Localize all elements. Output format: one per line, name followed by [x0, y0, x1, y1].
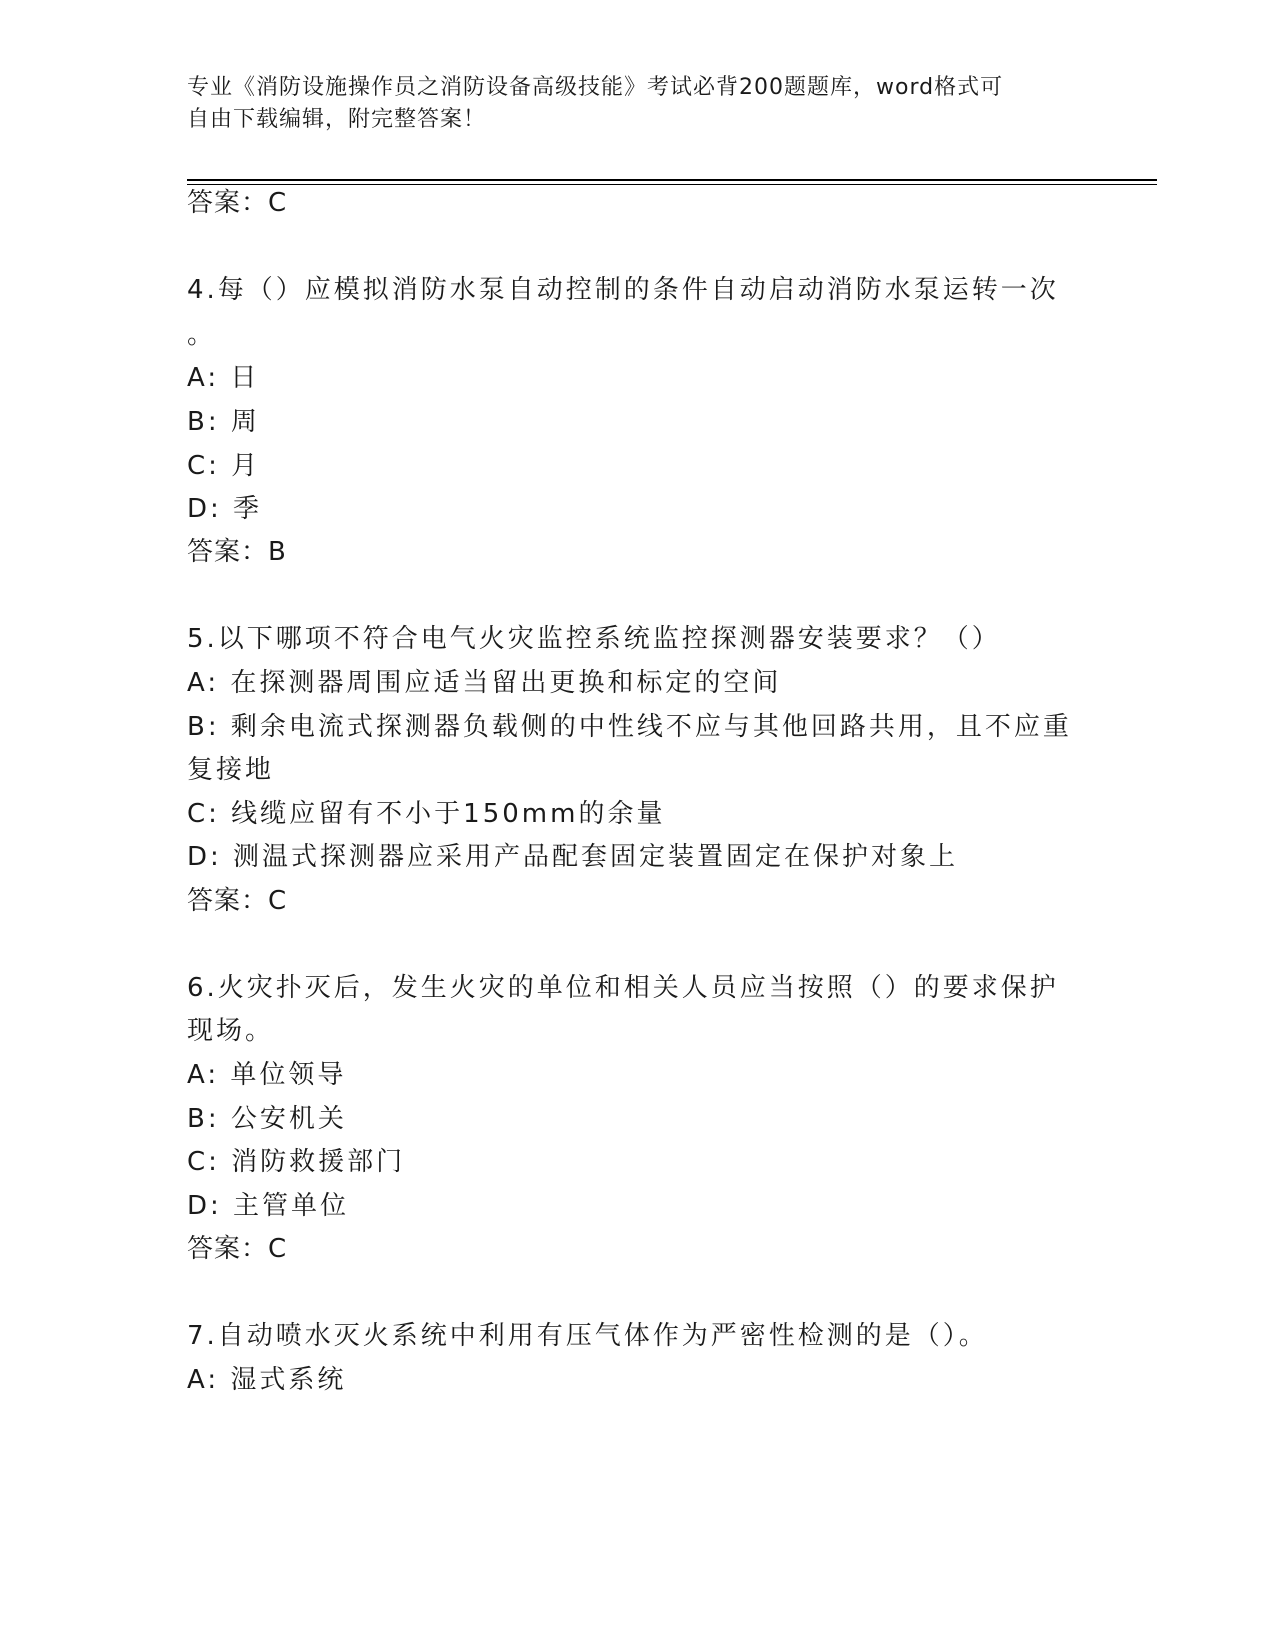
question-7-stem: 7.自动喷水灭火系统中利用有压气体作为严密性检测的是（）。 — [187, 1321, 988, 1351]
question-4-stem-line-1: 4.每（）应模拟消防水泵自动控制的条件自动启动消防水泵运转一次 — [187, 275, 1059, 305]
question-6-option-b: B: 公安机关 — [187, 1104, 347, 1134]
question-6-stem-line-2: 现场。 — [187, 1016, 275, 1046]
question-5-option-c: C: 线缆应留有不小于150mm的余量 — [187, 799, 666, 829]
header-line-2: 自由下载编辑，附完整答案！ — [187, 107, 487, 132]
question-5-answer: 答案：C — [187, 886, 288, 916]
header-rule-thick — [187, 179, 1157, 181]
question-6-option-a: A: 单位领导 — [187, 1060, 347, 1090]
question-4-answer: 答案：B — [187, 537, 287, 567]
question-6-stem-line-1: 6.火灾扑灭后，发生火灾的单位和相关人员应当按照（）的要求保护 — [187, 973, 1059, 1003]
question-6-option-d: D: 主管单位 — [187, 1191, 350, 1221]
question-4-option-c: C: 月 — [187, 451, 261, 481]
question-4-option-a: A: 日 — [187, 363, 260, 393]
question-7-option-a: A: 湿式系统 — [187, 1365, 347, 1395]
question-5-option-b-line-2: 复接地 — [187, 755, 275, 785]
header-rule-thin — [187, 184, 1157, 185]
question-5-option-a: A: 在探测器周围应适当留出更换和标定的空间 — [187, 668, 782, 698]
header-line-1: 专业《消防设施操作员之消防设备高级技能》考试必背200题题库，word格式可 — [187, 75, 1004, 100]
question-6-option-c: C: 消防救援部门 — [187, 1147, 406, 1177]
question-4-option-b: B: 周 — [187, 407, 260, 437]
question-5-option-d: D: 测温式探测器应采用产品配套固定装置固定在保护对象上 — [187, 842, 959, 872]
question-5-option-b-line-1: B: 剩余电流式探测器负载侧的中性线不应与其他回路共用，且不应重 — [187, 712, 1072, 742]
question-6-answer: 答案：C — [187, 1234, 288, 1264]
previous-answer: 答案：C — [187, 188, 288, 218]
question-4-stem-line-2: 。 — [187, 320, 217, 350]
question-4-option-d: D: 季 — [187, 494, 263, 524]
document-header — [187, 72, 1067, 136]
question-5-stem: 5.以下哪项不符合电气火灾监控系统监控探测器安装要求？（） — [187, 624, 1001, 654]
